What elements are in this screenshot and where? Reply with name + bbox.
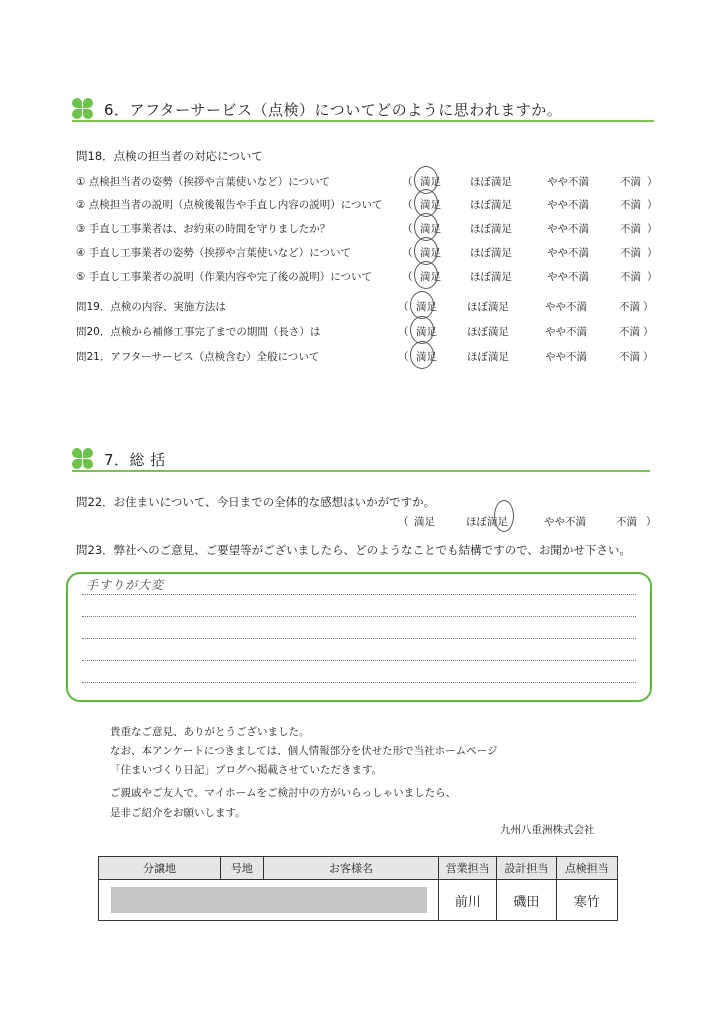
header-subdivision: 分譲地 bbox=[99, 857, 221, 880]
comment-box[interactable] bbox=[66, 572, 652, 702]
option-dissatisfied: 不満 bbox=[620, 176, 641, 188]
option-satisfied: 満足 bbox=[416, 326, 437, 338]
option-mostly-satisfied: ほぼ満足 bbox=[467, 326, 509, 338]
rating-row bbox=[76, 299, 656, 315]
option-satisfied: 満足 bbox=[420, 199, 441, 211]
question-label: 問21．アフターサービス（点検含む）全般について bbox=[76, 351, 320, 363]
header-design: 設計担当 bbox=[497, 857, 557, 880]
company-name: 九州八重洲株式会社 bbox=[500, 824, 595, 836]
sales-staff: 前川 bbox=[439, 880, 497, 921]
option-satisfied: 満足 bbox=[420, 271, 441, 283]
paren-close: ） bbox=[643, 301, 654, 313]
option-mostly-satisfied: ほぼ満足 bbox=[466, 516, 508, 528]
paren-close: ） bbox=[643, 351, 654, 363]
paren-close: ） bbox=[647, 223, 658, 235]
selected-circle bbox=[414, 261, 438, 289]
option-mostly-satisfied: ほぼ満足 bbox=[470, 247, 512, 259]
q22-options bbox=[76, 514, 656, 530]
dotted-line bbox=[82, 682, 636, 683]
closing-line: ご親戚やご友人で、マイホームをご検討中の方がいらっしゃいましたら、 bbox=[110, 787, 457, 799]
option-dissatisfied: 不満 bbox=[620, 271, 641, 283]
dotted-line bbox=[82, 594, 636, 595]
paren-close: ） bbox=[647, 199, 658, 211]
paren-open: （ bbox=[398, 326, 409, 338]
option-dissatisfied: 不満 bbox=[620, 247, 641, 259]
option-somewhat-dissatisfied: やや不満 bbox=[545, 326, 587, 338]
dotted-line bbox=[82, 616, 636, 617]
question-label: ② 点検担当者の説明（点検後報告や手直し内容の説明）について bbox=[76, 199, 383, 211]
option-dissatisfied: 不満 bbox=[619, 326, 640, 338]
option-dissatisfied: 不満 bbox=[620, 223, 641, 235]
selected-circle bbox=[410, 341, 434, 369]
q22-label: 問22．お住まいについて、今日までの全体的な感想はいかがですか。 bbox=[76, 495, 436, 509]
rating-row bbox=[76, 174, 656, 190]
closing-line: 是非ご紹介をお願いします。 bbox=[110, 807, 246, 819]
option-mostly-satisfied: ほぼ満足 bbox=[470, 223, 512, 235]
paren-close: ） bbox=[647, 176, 658, 188]
option-satisfied: 満足 bbox=[414, 516, 435, 528]
option-somewhat-dissatisfied: やや不満 bbox=[547, 247, 589, 259]
design-staff: 磯田 bbox=[497, 880, 557, 921]
paren-close: ） bbox=[643, 326, 654, 338]
paren-open: （ bbox=[398, 516, 409, 528]
question-label: ④ 手直し工事業者の姿勢（挨拶や言葉使いなど）について bbox=[76, 247, 352, 259]
paren-open: （ bbox=[402, 271, 413, 283]
option-satisfied: 満足 bbox=[416, 351, 437, 363]
paren-open: （ bbox=[402, 199, 413, 211]
section7-rule bbox=[72, 470, 650, 472]
dotted-line bbox=[82, 638, 636, 639]
option-satisfied: 満足 bbox=[420, 223, 441, 235]
option-satisfied: 満足 bbox=[416, 301, 437, 313]
redacted-customer-info bbox=[99, 880, 439, 921]
question-label: 問19．点検の内容、実施方法は bbox=[76, 301, 226, 313]
paren-open: （ bbox=[402, 176, 413, 188]
rating-row bbox=[76, 221, 656, 237]
handwritten-answer: 手すりが大変 bbox=[86, 578, 165, 592]
option-mostly-satisfied: ほぼ満足 bbox=[470, 176, 512, 188]
closing-line: 貴重なご意見、ありがとうございました。 bbox=[110, 726, 310, 738]
header-sales: 営業担当 bbox=[439, 857, 497, 880]
rating-row bbox=[76, 269, 656, 285]
clover-icon bbox=[72, 448, 94, 470]
closing-line: なお、本アンケートにつきましては、個人情報部分を伏せた形で当社ホームページ bbox=[110, 745, 498, 757]
option-somewhat-dissatisfied: やや不満 bbox=[547, 223, 589, 235]
option-somewhat-dissatisfied: やや不満 bbox=[547, 271, 589, 283]
option-somewhat-dissatisfied: やや不満 bbox=[545, 301, 587, 313]
section7-title: 7．総 括 bbox=[104, 450, 166, 469]
paren-close: ） bbox=[647, 271, 658, 283]
section6-rule bbox=[72, 120, 654, 122]
rating-row bbox=[76, 197, 656, 213]
rating-row bbox=[76, 349, 656, 365]
rating-row bbox=[76, 324, 656, 340]
paren-open: （ bbox=[398, 301, 409, 313]
redaction-block bbox=[111, 887, 427, 913]
paren-close: ） bbox=[646, 516, 657, 528]
option-dissatisfied: 不満 bbox=[616, 516, 637, 528]
selected-circle bbox=[410, 316, 434, 344]
paren-open: （ bbox=[398, 351, 409, 363]
option-mostly-satisfied: ほぼ満足 bbox=[467, 301, 509, 313]
dotted-line bbox=[82, 660, 636, 661]
question-label: 問20．点検から補修工事完了までの期間（長さ）は bbox=[76, 326, 321, 338]
option-somewhat-dissatisfied: やや不満 bbox=[547, 176, 589, 188]
header-lot: 号地 bbox=[221, 857, 264, 880]
question-label: ③ 手直し工事業者は、お約束の時間を守りましたか？ bbox=[76, 223, 331, 235]
option-mostly-satisfied: ほぼ満足 bbox=[467, 351, 509, 363]
question-label: ① 点検担当者の姿勢（挨拶や言葉使いなど）について bbox=[76, 176, 331, 188]
staff-table bbox=[98, 856, 618, 921]
q23-label: 問23．弊社へのご意見、ご要望等がございましたら、どのようなことでも結構ですので、お聞かせ下さい。 bbox=[76, 543, 631, 557]
section6-heading bbox=[72, 96, 562, 122]
section7-heading bbox=[72, 446, 166, 472]
option-dissatisfied: 不満 bbox=[619, 351, 640, 363]
option-satisfied: 満足 bbox=[420, 176, 441, 188]
header-inspection: 点検担当 bbox=[556, 857, 617, 880]
question-label: ⑤ 手直し工事業者の説明（作業内容や完了後の説明）について bbox=[76, 271, 373, 283]
option-somewhat-dissatisfied: やや不満 bbox=[545, 351, 587, 363]
q18-title: 問18．点検の担当者の対応について bbox=[76, 149, 263, 163]
selected-circle bbox=[410, 291, 434, 319]
section6-title: 6．アフターサービス（点検）についてどのように思われますか。 bbox=[104, 100, 563, 119]
option-somewhat-dissatisfied: やや不満 bbox=[544, 516, 586, 528]
paren-close: ） bbox=[647, 247, 658, 259]
option-mostly-satisfied: ほぼ満足 bbox=[470, 271, 512, 283]
paren-open: （ bbox=[402, 247, 413, 259]
option-dissatisfied: 不満 bbox=[620, 199, 641, 211]
inspection-staff: 寒竹 bbox=[556, 880, 617, 921]
paren-open: （ bbox=[402, 223, 413, 235]
rating-row bbox=[76, 245, 656, 261]
option-satisfied: 満足 bbox=[420, 247, 441, 259]
clover-icon bbox=[72, 98, 94, 120]
option-mostly-satisfied: ほぼ満足 bbox=[470, 199, 512, 211]
selected-circle bbox=[494, 500, 514, 532]
option-dissatisfied: 不満 bbox=[619, 301, 640, 313]
option-somewhat-dissatisfied: やや不満 bbox=[547, 199, 589, 211]
closing-line: 「住まいづくり日記」ブログへ掲載させていただきます。 bbox=[110, 764, 383, 776]
header-customer: お客様名 bbox=[263, 857, 439, 880]
